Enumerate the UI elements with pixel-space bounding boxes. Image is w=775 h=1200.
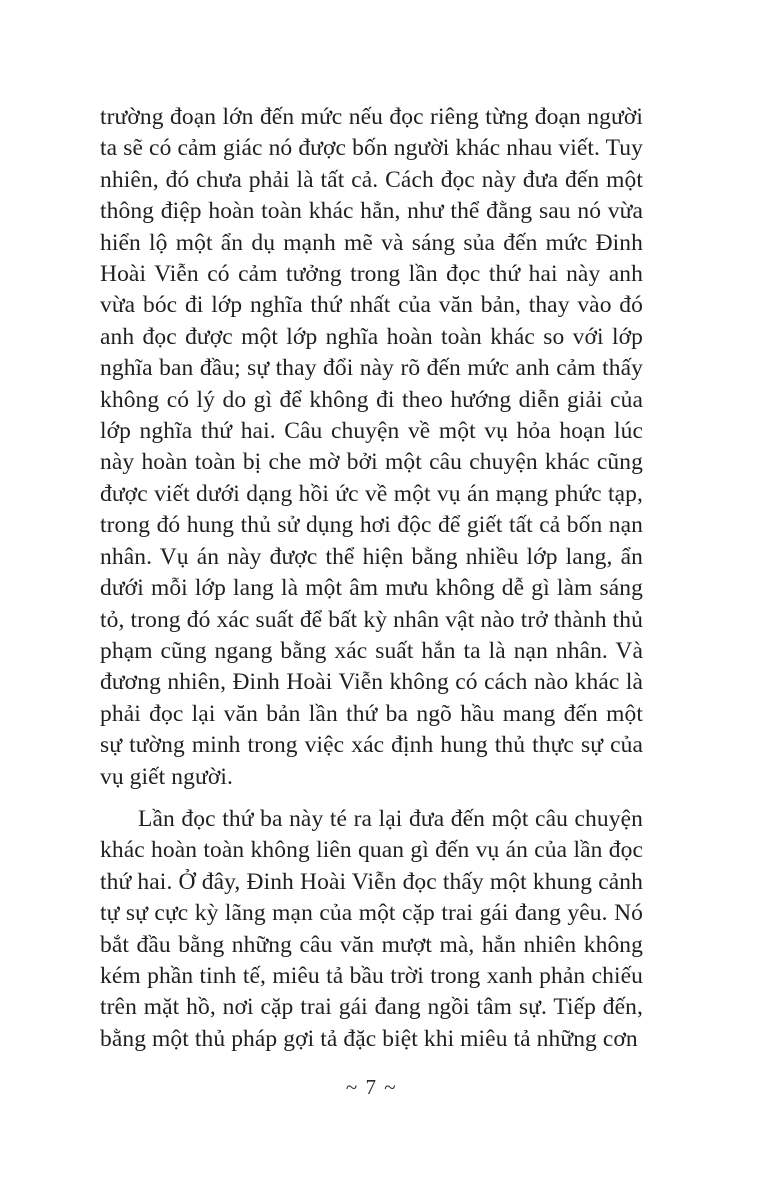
page-number: ~ 7 ~ [345, 1075, 398, 1099]
body-paragraph: Lần đọc thứ ba này té ra lại đưa đến một câu chuyện khác hoàn toàn không liên quan gì đến vụ án của lần đọc thứ hai. Ở đây, Đinh Hoài Viễn đọc thấy một khung cảnh tự sự cực kỳ lãng mạn của một cặp trai gái đang yêu. Nó bắt đầu bằng những câu văn mượt mà, hẳn nhiên không kém phần tinh tế, miêu tả bầu trời trong xanh phản chiếu trên mặt hồ, nơi cặp trai gái đang ngồi tâm sự. Tiếp đến, bằng một thủ pháp gợi tả đặc biệt khi miêu tả những cơn [100, 805, 643, 1052]
body-text-block [100, 102, 643, 1055]
body-paragraph: trường đoạn lớn đến mức nếu đọc riêng từng đoạn người ta sẽ có cảm giác nó được bốn người khác nhau viết. Tuy nhiên, đó chưa phải là tất cả. Cách đọc này đưa đến một thông điệp hoàn toàn khác hẳn, như thể đằng sau nó vừa hiển lộ một ẩn dụ mạnh mẽ và sáng sủa đến mức Đinh Hoài Viễn có cảm tưởng trong lần đọc thứ hai này anh vừa bóc đi lớp nghĩa thứ nhất của văn bản, thay vào đó anh đọc được một lớp nghĩa hoàn toàn khác so với lớp nghĩa ban đầu; sự thay đổi này rõ đến mức anh cảm thấy không có lý do gì để không đi theo hướng diễn giải của lớp nghĩa thứ hai. Câu chuyện về một vụ hỏa hoạn lúc này hoàn toàn bị che mờ bởi một câu chuyện khác cũng được viết dưới dạng hồi ức về một vụ án mạng phức tạp, trong đó hung thủ sử dụng hơi độc để giết tất cả bốn nạn nhân. Vụ án này được thể hiện bằng nhiều lớp lang, ẩn dưới mỗi lớp lang là một âm mưu không dễ gì làm sáng tỏ, trong đó xác suất để bất kỳ nhân vật nào trở thành thủ phạm cũng ngang bằng xác suất hắn ta là nạn nhân. Và đương nhiên, Đinh Hoài Viễn không có cách nào khác là phải đọc lại văn bản lần thứ ba ngõ hầu mang đến một sự tường minh trong việc xác định hung thủ thực sự của vụ giết người. [100, 104, 643, 790]
